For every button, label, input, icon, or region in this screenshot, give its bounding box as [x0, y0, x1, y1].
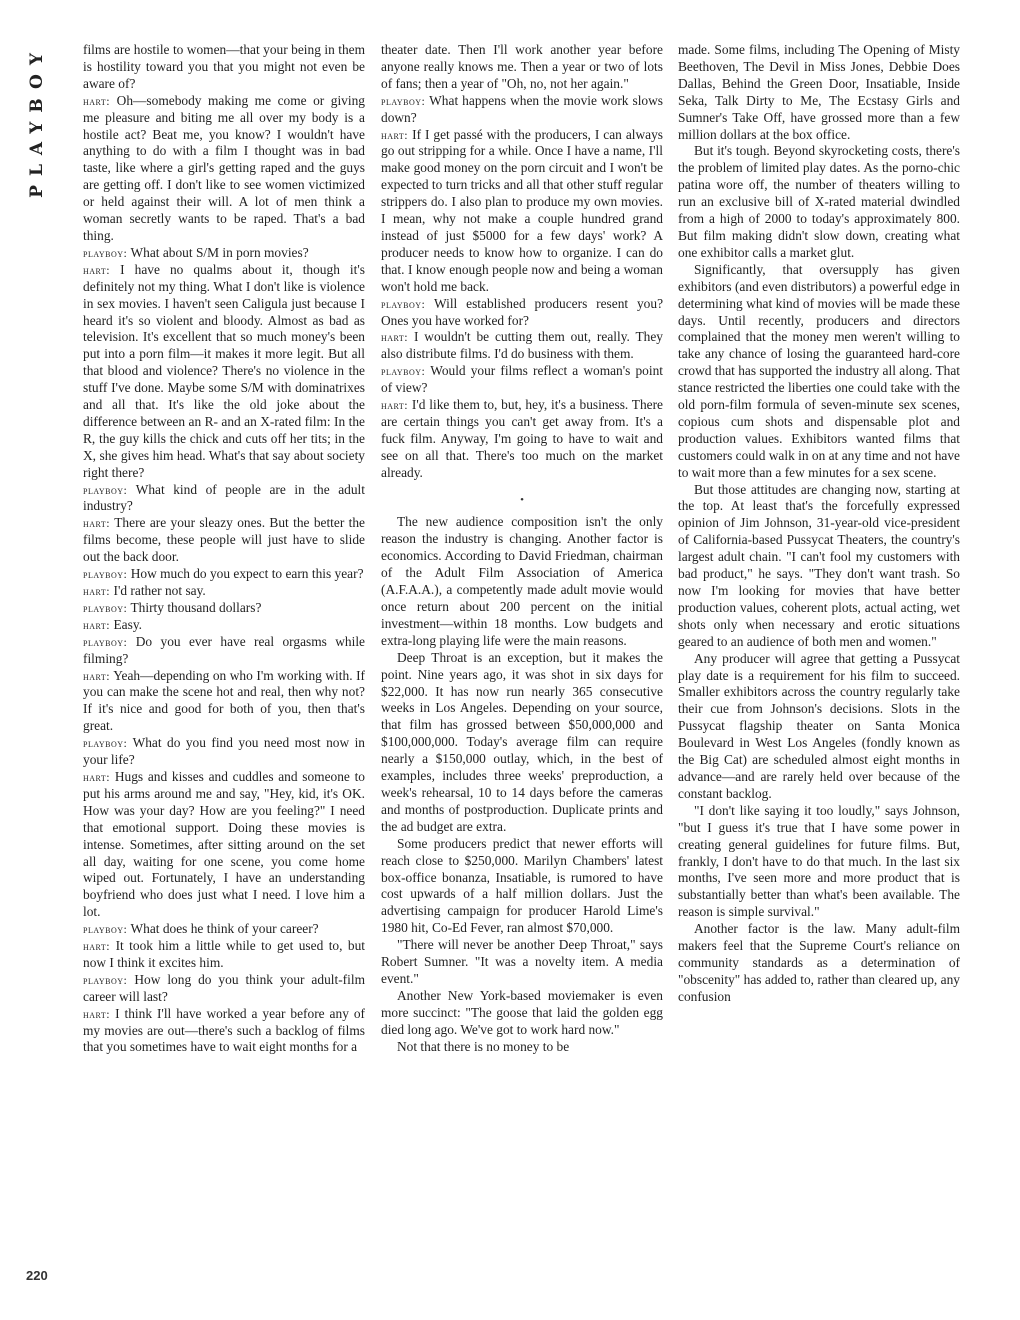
speaker-label: hart:	[83, 617, 111, 632]
column-1	[83, 42, 365, 1056]
interview-paragraph	[83, 735, 365, 769]
speaker-label: playboy:	[83, 634, 128, 649]
interview-paragraph	[83, 1006, 365, 1057]
speaker-label: hart:	[381, 127, 409, 142]
body-paragraph: But it's tough. Beyond skyrocketing costs, there's the problem of limited play dates. As the porno-chic patina wore off, the number of theaters willing to run an exclusive bill of X-rated material dwindled from a high of 2000 to today's approximately 800. But film making didn't slow down, creating what one exhibitor calls a market glut.	[678, 143, 960, 260]
paragraph-text: There are your sleazy ones. But the better the films become, these people will just have to slide out the back door.	[83, 515, 365, 565]
interview-paragraph	[83, 938, 365, 972]
interview-paragraph	[83, 245, 365, 262]
interview-paragraph	[83, 769, 365, 921]
interview-paragraph	[83, 600, 365, 617]
paragraph-text: Would your films reflect a woman's point of view?	[381, 363, 663, 396]
speaker-label: hart:	[83, 668, 111, 683]
interview-paragraph	[83, 482, 365, 516]
interview-paragraph	[381, 329, 663, 363]
body-paragraph: The new audience composition isn't the only reason the industry is changing. Another factor is economics. According to David Friedman, chairman of the Adult Film Association of America (A.F.A.A.), a competently made adult movie would once return about 200 percent on the initial investment—within 18 months. Low budgets and extra-long playing life were the main reasons.	[381, 514, 663, 648]
masthead-letters: PLAYBOY	[27, 44, 47, 198]
masthead-vertical	[27, 44, 49, 198]
paragraph-text: I'd like them to, but, hey, it's a business. There are certain things you can't get away from. It's a fuck film. Anyway, I'm going to have to wait and see on all that. There's too much on the market already.	[381, 397, 663, 480]
speaker-label: playboy:	[83, 600, 128, 615]
body-paragraph: Some producers predict that newer efforts will reach close to $250,000. Marilyn Chambers' latest box-office bonanza, Insatiable, is rumored to have cost upwards of a half million dollars. Just the advertising campaign for producer Harold Lime's 1980 hit, Co-Ed Fever, ran almost $70,000.	[381, 835, 663, 936]
interview-paragraph	[83, 668, 365, 736]
interview-paragraph	[83, 583, 365, 600]
speaker-label: hart:	[381, 330, 409, 345]
speaker-label: hart:	[83, 1006, 111, 1021]
interview-paragraph	[83, 262, 365, 482]
speaker-label: hart:	[83, 516, 111, 531]
interview-paragraph	[381, 93, 663, 127]
body-paragraph: Another factor is the law. Many adult-film makers feel that the Supreme Court's reliance on community standards as a determination of "obscenity" has added to, rather than cleared up, any confusion	[678, 921, 960, 1004]
paragraph-text: What do you find you need most now in your life?	[83, 735, 365, 768]
paragraph-text: Yeah—depending on who I'm working with. If you can make the scene hot and real, then why not? If it's nice and good for both of you, then that's great.	[83, 667, 366, 734]
interview-paragraph	[381, 397, 663, 482]
interview-paragraph	[83, 617, 365, 634]
speaker-label: playboy:	[381, 296, 426, 311]
paragraph-text: Easy.	[113, 616, 143, 632]
speaker-label: hart:	[83, 93, 111, 108]
speaker-label: playboy:	[83, 567, 128, 582]
paragraph-text: I think I'll have worked a year before any of my movies are out—there's such a backlog of films that you sometimes have to wait eight months for a	[83, 1005, 365, 1055]
paragraph-text: I'd rather not say.	[113, 583, 206, 598]
paragraph-text: If I get passé with the producers, I can always go out stripping for a while. Once I have a name, I'll make good money on the porn circuit and I won't be expected to turn tricks and all that other stuff regular strippers do. I also plan to produce my own movies. I mean, why not make a couple hundred grand instead of just $5000 for a few days' work? A producer needs to know how to organize. I can do that. I know enough people now and being a woman won't hold me back.	[381, 126, 663, 294]
paragraph-text: films are hostile to women—that your being in them is hostility toward you that you might not even be aware of?	[83, 42, 365, 91]
paragraph-text: I wouldn't be cutting them out, really. They also distribute films. I'd do business with them.	[381, 329, 663, 362]
paragraph-text: Hugs and kisses and cuddles and someone to put his arms around me and say, "Hey, kid, it's OK. How was your day? How are you feeling?" I need that emotional support. Doing these movies is intense. Sometimes, after sitting around on the set all day, waiting for one scene, you come home wiped out. Fortunately, I have an understanding boyfriend who does just what I need. I love him a lot.	[83, 768, 365, 920]
interview-paragraph	[83, 515, 365, 566]
paragraph-text: What kind of people are in the adult industry?	[83, 481, 365, 514]
interview-paragraph	[83, 921, 365, 938]
paragraph-text: What about S/M in porn movies?	[130, 244, 309, 260]
paragraph-text: Thirty thousand dollars?	[130, 599, 262, 615]
paragraph-text: How long do you think your adult-film career will last?	[83, 971, 365, 1004]
paragraph-text: It took him a little while to get used to, but now I think it excites him.	[83, 938, 365, 970]
body-paragraph: Not that there is no money to be	[397, 1038, 570, 1054]
interview-paragraph	[83, 93, 365, 245]
interview-paragraph	[381, 127, 663, 296]
paragraph-text: Oh—somebody making me come or giving me pleasure and biting me all over my body is a hostile act? Beat me, you know? I wouldn't have anything to do with a film I thought was in bad taste, like where a girl's getting raped and the guys are getting off. I don't like to see women victimized or held against their will. A lot of men think a woman secretly wants to be raped. That's a bad thing.	[83, 92, 365, 243]
paragraph-text: Do you ever have real orgasms while filming?	[83, 633, 365, 666]
interview-paragraph	[83, 634, 365, 668]
speaker-label: playboy:	[83, 972, 128, 987]
body-paragraph: Deep Throat is an exception, but it makes the point. Nine years ago, it was shot in six days for $22,000. It has now run nearly 365 consecutive weeks in Los Angeles. Depending on your source, that film has grossed between $50,000,000 and $100,000,000. Today's average film can require nearly a $150,000 outlay, which, in the best of examples, includes three weeks' preproduction, a week's rehearsal, 10 to 14 days before the cameras and months of postproduction. Duplicate prints and the ad budget are extra.	[381, 649, 663, 834]
speaker-label: playboy:	[83, 736, 128, 751]
speaker-label: playboy:	[83, 245, 128, 260]
body-paragraph: "I don't like saying it too loudly," says Johnson, "but I guess it's true that I have some power in creating general guidelines for future films. But, frankly, I don't have to do that much. In the last six months, I've seen more and more product that is substantially better than what's been available. The reason is simple survival."	[678, 802, 960, 920]
paragraph-text: I have no qualms about it, though it's definitely not my thing. What I don't like is violence in sex movies. I haven't seen Caligula just because I heard it's so violent and bloody. Almost as bad as television. It's excellent that so much money's been put into a porn film—it makes it more legit. But all that blood and violence? There's no violence in the stuff I've done. Maybe some S/M with dominatrixes and all that. It's like the old joke about the difference between an R- and an X-rated film: In the R, the guy kills the chick and cuts off her tits; in the X, she gives him head. What's that say about society right there?	[83, 261, 365, 480]
interview-paragraph	[381, 363, 663, 397]
speaker-label: playboy:	[83, 482, 128, 497]
interview-paragraph	[83, 566, 365, 583]
interview-paragraph	[83, 42, 365, 93]
interview-paragraph	[381, 42, 663, 93]
speaker-label: playboy:	[83, 922, 128, 937]
speaker-label: hart:	[83, 584, 111, 598]
page-number: 220	[26, 1268, 48, 1283]
body-paragraph: But those attitudes are changing now, starting at the top. At least that's the forcefully expressed opinion of Jim Johnson, 31-year-old vice-president of California-based Pussycat Theaters, the country's largest adult chain. "I can't fool my customers with bad product," he says. "They don't want trash. So now I'm looking for movies that have better production values, coherent plots, actual acting, wet shots only when necessary and erotic situations geared to an audience of both men and women."	[678, 481, 960, 649]
speaker-label: hart:	[381, 398, 409, 413]
paragraph-text: Will established producers resent you? Ones you have worked for?	[381, 295, 664, 328]
speaker-label: hart:	[83, 939, 111, 954]
speaker-label: hart:	[83, 262, 111, 277]
paragraph-text: What happens when the movie work slows down?	[381, 92, 664, 125]
interview-paragraph	[83, 972, 365, 1006]
speaker-label: hart:	[83, 769, 111, 784]
body-paragraph: Another New York-based moviemaker is even more succinct: "The goose that laid the golden egg died long ago. We've got to work hard now."	[381, 987, 663, 1037]
section-separator: •	[520, 493, 524, 506]
interview-paragraph	[381, 296, 663, 330]
paragraph-text: What does he think of your career?	[130, 921, 319, 937]
body-paragraph: Significantly, that oversupply has given exhibitors (and even distributors) a powerful edge in determining what kind of movies will be made these days. Until recently, producers and directors complained that the money men weren't willing to take any chance of losing the guaranteed hard-core crowd that has supported the industry all along. That stance restricted the liberties one could take with the old porn-film formula of seven-minute sex scenes, copious cum shots and dispensable plot and production values. Exhibitors wanted films that customers could walk in on at any time and not have to wait more than a few minutes for a sex scene.	[678, 261, 961, 480]
column-2	[381, 42, 663, 1055]
speaker-label: playboy:	[381, 364, 426, 379]
body-paragraph: Any producer will agree that getting a Pussycat play date is a requirement for his film to succeed. Smaller exhibitors across the country regularly take their cue from Johnson's decisions. Slots in the Pussycat flagship theater on Santa Monica Boulevard in West Los Angeles (fondly known as the Big Cat) are scheduled almost eight months in advance—and are rarely held over because of the constant backlog.	[678, 650, 960, 801]
body-paragraph: made. Some films, including The Opening of Misty Beethoven, The Devil in Miss Jones, Debbie Does Dallas, Behind the Green Door, Insatiable, Inside Seka, Talk Dirty to Me, The Ecstasy Girls and Sumner's Take Off, have grossed more than a few million dollars at the box office.	[678, 42, 960, 142]
column-3	[678, 42, 960, 1006]
speaker-label: playboy:	[381, 93, 426, 108]
body-paragraph: "There will never be another Deep Throat," says Robert Sumner. "It was a novelty item. A media event."	[381, 937, 663, 986]
paragraph-text: How much do you expect to earn this year?	[130, 566, 364, 582]
paragraph-text: theater date. Then I'll work another year before anyone really knows me. Then a year or two of lots of fans; then a year of "Oh, no, not her again."	[381, 42, 663, 91]
